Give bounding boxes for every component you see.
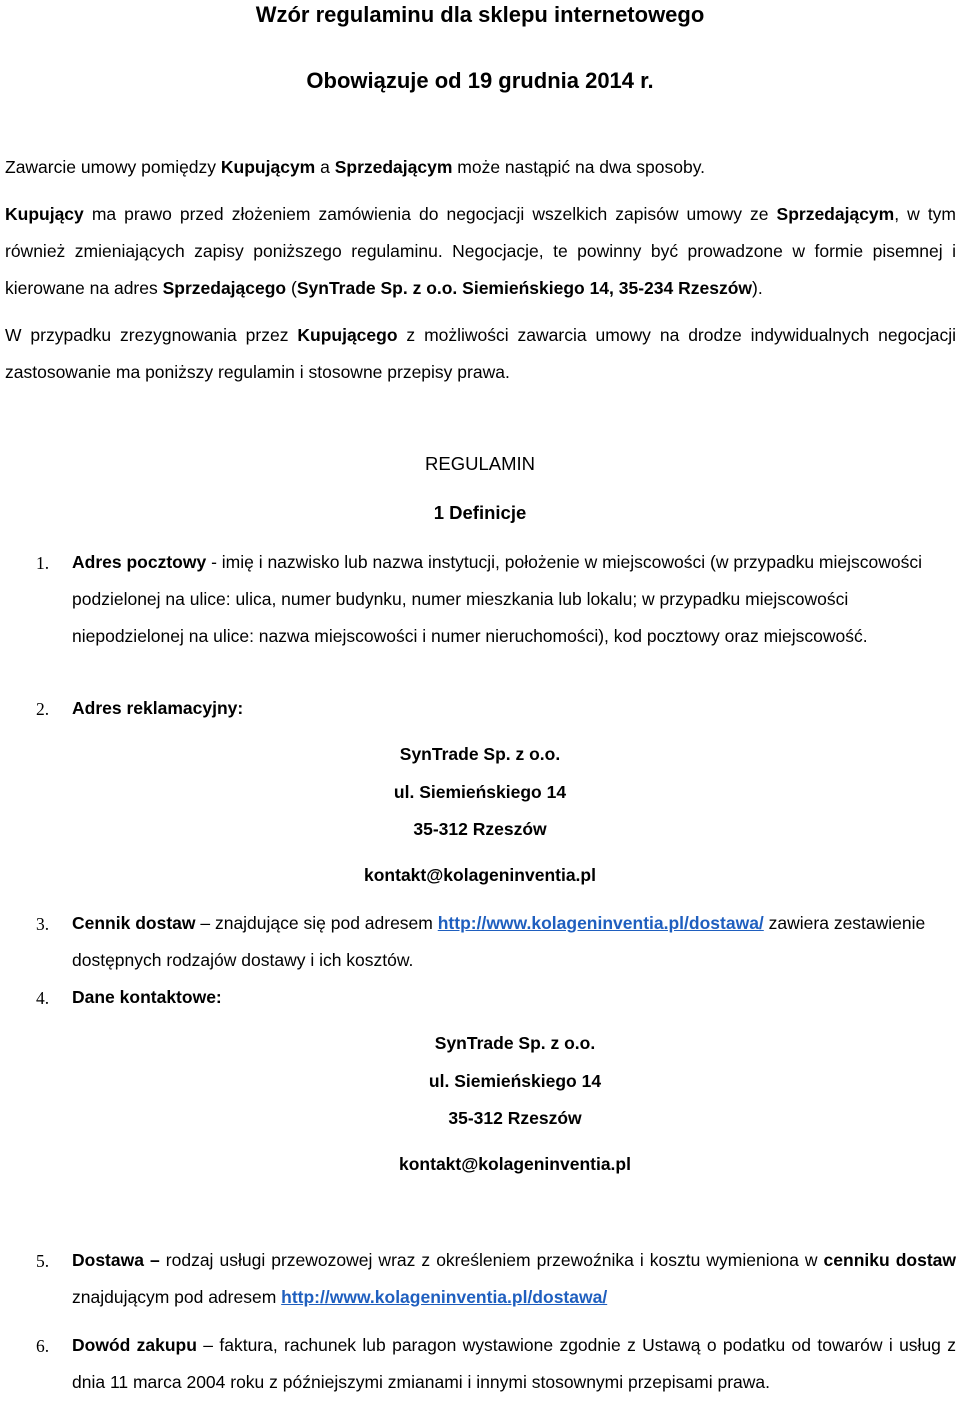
text: ( — [286, 278, 297, 298]
address-company: SynTrade Sp. z o.o. — [399, 744, 561, 764]
definition-text: rodzaj usługi przewozowej wraz z określeniem przewoźnika i kosztu wymieniona w — [165, 1250, 824, 1270]
definition-complaint-address — [72, 690, 956, 727]
intro-paragraph-3 — [5, 317, 956, 391]
delivery-link[interactable]: http://www.kolageninventia.pl/dostawa/ — [281, 1287, 608, 1307]
document-title: Wzór regulaminu dla sklepu internetowego — [255, 2, 705, 27]
text: Zawarcie umowy pomiędzy — [5, 157, 221, 177]
address-city: 35-312 Rzeszów — [413, 819, 547, 839]
text: W przypadku zrezygnowania przez — [5, 325, 298, 345]
item-number: 1. — [36, 553, 50, 573]
seller-address: SynTrade Sp. z o.o. Siemieńskiego 14, 35-234 Rzeszów — [296, 278, 753, 298]
text: , w tym również zmieniających zapisy poniższego regulaminu. Negocjacje, te powinny być prowadzone w formie pisemnej i kierowane na adres — [5, 204, 957, 298]
intro-paragraph-1 — [5, 149, 956, 186]
term-seller: Sprzedającym — [776, 204, 895, 224]
term: Dowód zakupu — [72, 1335, 197, 1355]
item-number: 4. — [36, 988, 50, 1008]
definition-text: - imię i nazwisko lub nazwa instytucji, położenie w miejscowości (w przypadku miejscowości podzielonej na ulice: ulica, numer budynku, numer mieszkania lub lokalu; w przypadku miejscowości niepodzielonej na ulice: nazwa miejscowości i numer nieruchomości), kod pocztowy oraz miejscowość. — [72, 552, 923, 646]
definition-delivery-pricelist — [72, 905, 956, 979]
item-number: 3. — [36, 914, 50, 934]
intro-paragraph-2 — [5, 196, 956, 307]
term: Adres reklamacyjny: — [72, 698, 244, 718]
text: – znajdujące się pod adresem — [195, 913, 438, 933]
address-city: 35-312 Rzeszów — [448, 1108, 582, 1128]
address-company: SynTrade Sp. z o.o. — [434, 1033, 596, 1053]
regulamin-heading: REGULAMIN — [425, 453, 535, 474]
definition-text: – faktura, rachunek lub paragon wystawione zgodnie z Ustawą o podatku od towarów i usług z dnia 11 marca 2004 roku z późniejszymi zmianami i innymi stosownymi przepisami prawa. — [72, 1335, 956, 1392]
text: a — [315, 157, 335, 177]
term-buyer: Kupującego — [297, 325, 398, 345]
term: Adres pocztowy — [72, 552, 207, 572]
effective-date: Obowiązuje od 19 grudnia 2014 r. — [306, 68, 654, 93]
term: Dane kontaktowe: — [72, 987, 222, 1007]
text: ). — [752, 278, 763, 298]
address-email: kontakt@kolageninventia.pl — [399, 1154, 631, 1174]
term-seller: Sprzedającym — [334, 157, 453, 177]
delivery-link[interactable]: http://www.kolageninventia.pl/dostawa/ — [437, 913, 764, 933]
item-number: 5. — [36, 1251, 50, 1271]
definition-postal-address — [72, 544, 956, 655]
text: zawiera zestawienie dostępnych rodzajów dostawy i ich kosztów. — [72, 913, 926, 970]
text: – — [143, 1250, 166, 1270]
address-street: ul. Siemieńskiego 14 — [428, 1071, 602, 1091]
address-email: kontakt@kolageninventia.pl — [364, 865, 596, 885]
term: cenniku dostaw — [823, 1250, 956, 1270]
text: może nastąpić na dwa sposoby. — [452, 157, 706, 177]
text: z możliwości zawarcia umowy na drodze indywidualnych negocjacji zastosowanie ma poniższy regulamin i stosowne przepisy prawa. — [5, 325, 956, 382]
term-seller: Sprzedającego — [162, 278, 287, 298]
term: Cennik dostaw — [72, 913, 196, 933]
definition-contact-data — [72, 979, 956, 1016]
text: ma prawo przed złożeniem zamówienia do negocjacji wszelkich zapisów umowy ze — [83, 204, 777, 224]
definition-delivery — [72, 1242, 956, 1316]
item-number: 6. — [36, 1336, 50, 1356]
text: znajdującym pod adresem — [72, 1287, 282, 1307]
term-buyer: Kupujący — [5, 204, 84, 224]
item-number: 2. — [36, 699, 50, 719]
section-heading: 1 Definicje — [433, 502, 527, 523]
term-buyer: Kupującym — [220, 157, 316, 177]
address-street: ul. Siemieńskiego 14 — [393, 782, 567, 802]
definition-proof-of-purchase — [72, 1327, 956, 1401]
term: Dostawa — [72, 1250, 144, 1270]
